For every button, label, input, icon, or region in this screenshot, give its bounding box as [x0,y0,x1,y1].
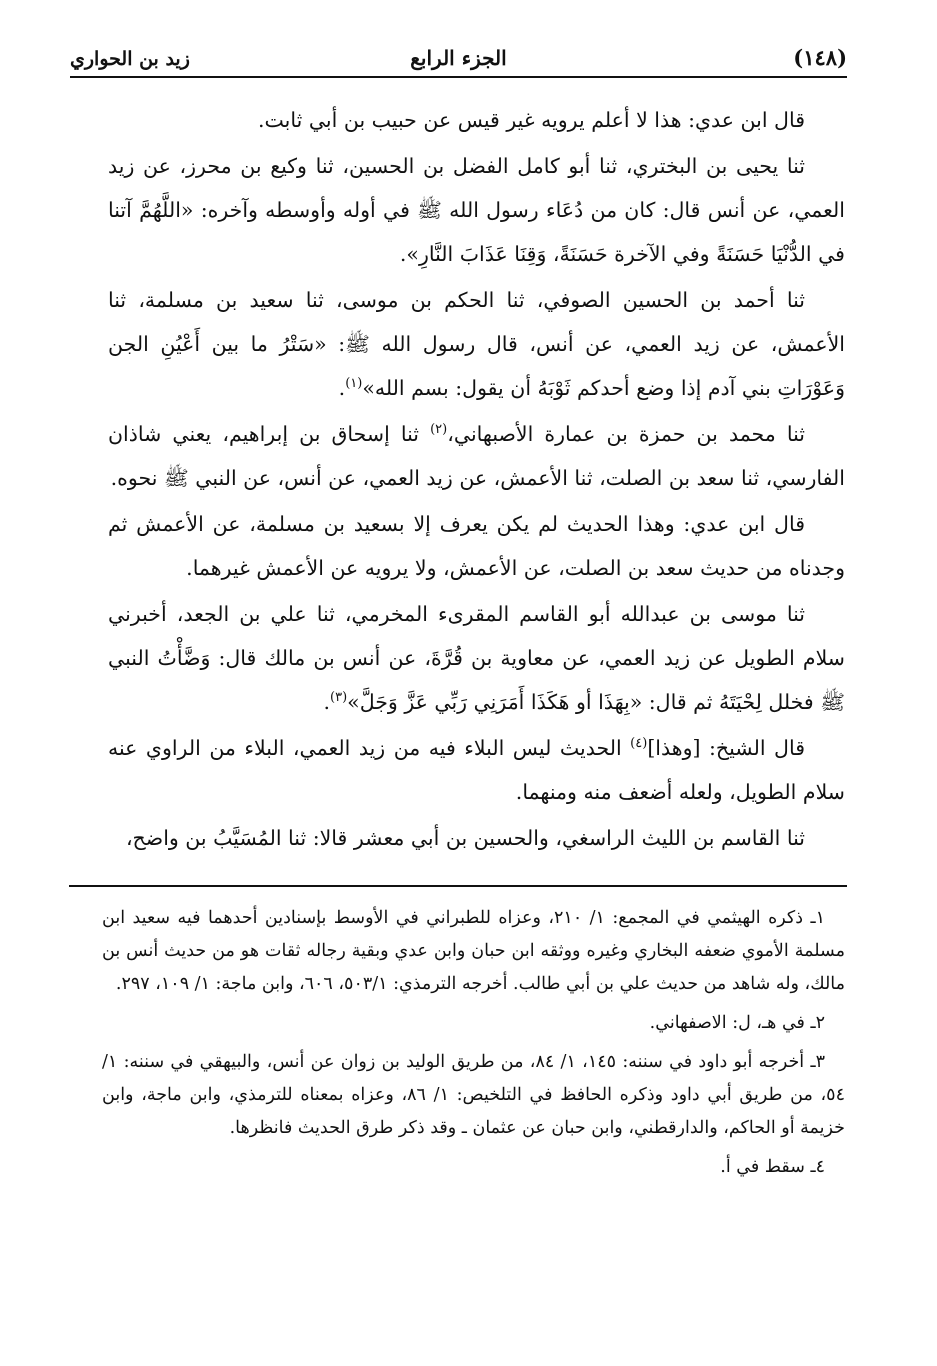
footnotes [102,902,845,1190]
paragraph: قال ابن عدي: وهذا الحديث لم يكن يعرف إلا بسعيد بن مسلمة، عن الأعمش ثم وجدناه من حديث سعد بن الصلت، عن الأعمش، ولا يرويه عن الأعمش غيرهما. [108,512,845,580]
paragraph: قال ابن عدي: هذا لا أعلم يرويه غير قيس عن حبيب بن أبي ثابت. [258,108,805,132]
page-number: (١٤٨) [793,45,847,70]
main-text [108,98,845,862]
running-header [70,30,847,78]
footnote: ٤ـ سقط في أ. [720,1157,825,1177]
paragraph [108,726,845,814]
footnote-ref: (٤) [630,736,648,752]
footnote-separator [69,885,847,887]
paragraph-text: ثنا إسحاق بن إبراهيم، يعني شاذان الفارسي، ثنا سعد بن الصلت، ثنا الأعمش، عن زيد العمي، عن أنس، عن النبي ﷺ نحوه. [108,422,845,490]
paragraph-text: ثنا موسى بن عبدالله أبو القاسم المقرىء المخرمي، ثنا علي بن الجعد، أخبرني سلام الطويل عن زيد العمي، عن معاوية بن قُرَّةَ، عن أنس بن مالك قال: وَضَّأْتُ النبي ﷺ فخلل لِحْيَتَهُ ثم قال: «بِهَذَا أو هَكَذَا أَمَرَنِي رَبِّي عَزَّ وَجَلَّ» [108,602,845,714]
paragraph: ثنا يحيى بن البختري، ثنا أبو كامل الفضل بن الحسين، ثنا وكيع بن محرز، عن زيد العمي، عن أنس قال: كان من دُعَاء رسول الله ﷺ في أوله وأوسطه وآخره: «اللَّهُمَّ آتنا في الدُّنْيَا حَسَنَةً وفي الآخرة حَسَنَةً، وَقِنَا عَذَابَ النَّارِ». [108,154,845,266]
footnote: ٢ـ في هـ، ل: الاصفهاني. [649,1013,825,1033]
footnote: ١ـ ذكره الهيثمي في المجمع: ١/ ٢١٠، وعزاه للطبراني في الأوسط بإسنادين أحدهما فيه سعيد ابن مسلمة الأموي ضعفه البخاري وغيره ووثقه ابن حبان وابن عدي وبقية رجاله ثقات هو من حديث أنس بن مالك، وله شاهد من حديث علي بن أبي طالب. أخرجه الترمذي: ٥٠٣/١، ٦٠٦، وابن ماجة: ١/ ١٠٩، ٢٩٧. [102,908,845,994]
paragraph: ثنا القاسم بن الليث الراسغي، والحسين بن أبي معشر قالا: ثنا المُسَيَّبُ بن واضح، [125,826,805,850]
paragraph-text: الحديث ليس البلاء فيه من زيد العمي، البلاء من الراوي عنه سلام الطويل، ولعله أضعف منه ومنهما. [108,736,845,804]
paragraph-text: قال الشيخ: [وهذا] [647,736,805,760]
paragraph: ثنا موسى بن عبدالله أبو القاسم المقرىء المخرمي، ثنا علي بن الجعد، أخبرني سلام الطويل عن زيد العمي، عن معاوية بن قُرَّةَ، عن أنس بن مالك قال: وَضَّأْتُ النبي ﷺ فخلل لِحْيَتَهُ ثم قال: «بِهَذَا أو هَكَذَا أَمَرَنِي رَبِّي عَزَّ وَجَلَّ»$^{(٣)}$. [108,602,845,714]
footnote-ref: (٢) [430,422,448,438]
entry-title: زيد بن الحواري [70,48,190,70]
footnote-ref: (١) [345,376,363,392]
paragraph-text: ثنا أحمد بن الحسين الصوفي، ثنا الحكم بن موسى، ثنا سعيد بن مسلمة، ثنا الأعمش، عن زيد العمي، عن أنس، قال رسول الله ﷺ: «سَتْرُ ما بين أَعْيُنِ الجن وَعَوْرَاتِ بني آدم إذا وضع أحدكم ثَوْبَهُ أن يقول: بسم الله» [108,288,845,400]
paragraph [108,412,845,500]
paragraph: ثنا أحمد بن الحسين الصوفي، ثنا الحكم بن موسى، ثنا سعيد بن مسلمة، ثنا الأعمش، عن زيد العمي، عن أنس، قال رسول الله ﷺ: «سَتْرُ ما بين أَعْيُنِ الجن وَعَوْرَاتِ بني آدم إذا وضع أحدكم ثَوْبَهُ أن يقول: بسم الله»$^{(١)}$. [108,288,845,400]
paragraph-text: ثنا محمد بن حمزة بن عمارة الأصبهاني، [447,422,805,446]
footnote: ٣ـ أخرجه أبو داود في سننه: ١٤٥، ١/ ٨٤، من طريق الوليد بن زوان عن أنس، والبيهقي في سننه: ١/ ٥٤، من طريق أبي داود وذكره الحافظ في التلخيص: ١/ ٨٦، وعزاه بمعناه للترمذي، وابن ماجة، وابن خزيمة أو الحاكم، والدارقطني، وابن حبان عن عثمان ـ وقد ذكر طرق الحديث فانظرها. [102,1052,845,1138]
footnote-ref: (٣) [330,690,348,706]
volume-title: الجزء الرابع [410,46,507,70]
